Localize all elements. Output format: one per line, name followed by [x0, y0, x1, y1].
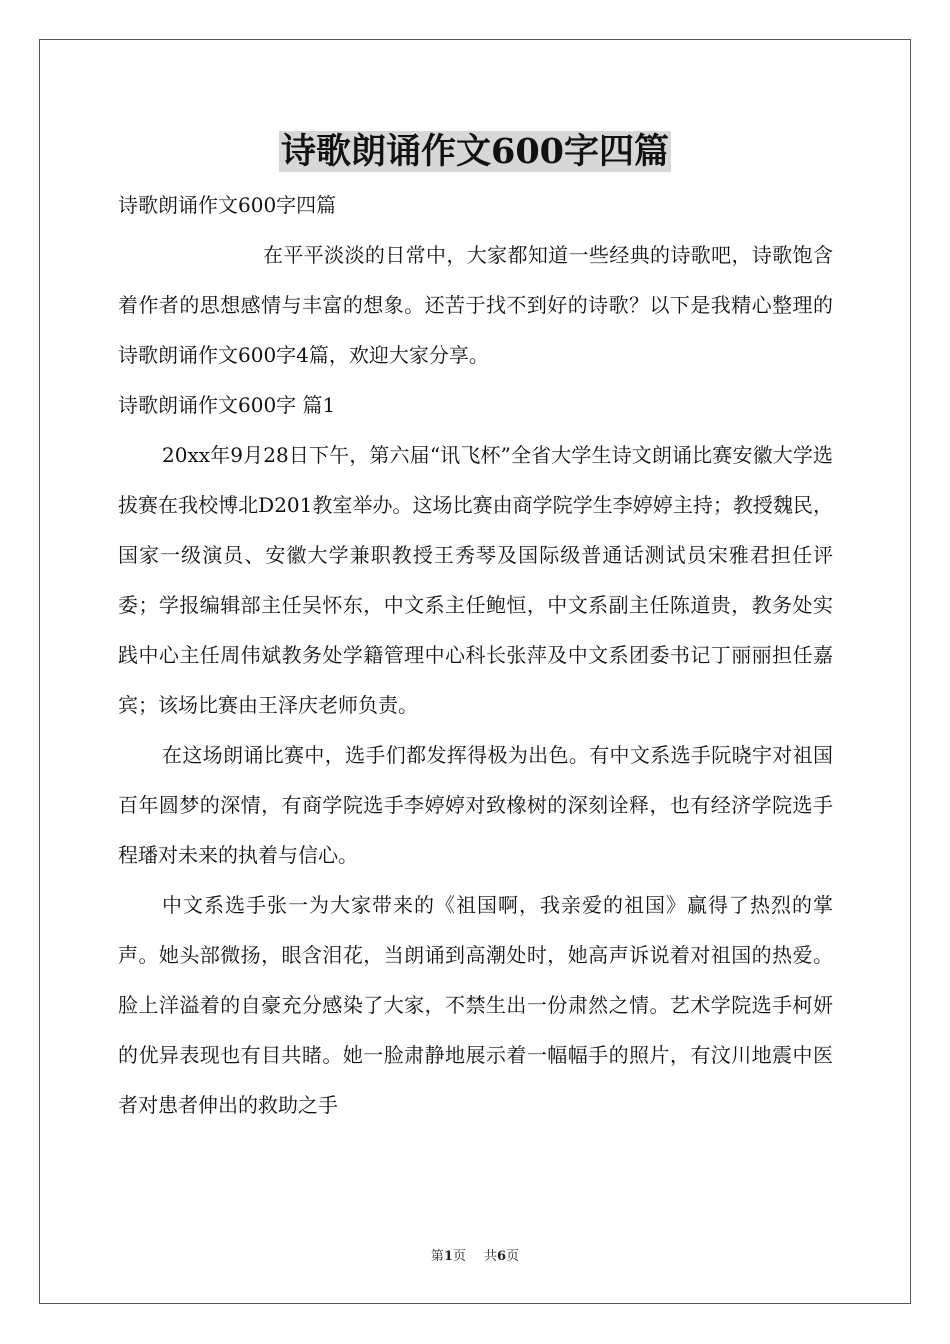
- document-subtitle: 诗歌朗诵作文600字四篇: [118, 193, 337, 217]
- document-title: [0, 128, 950, 176]
- document-title-text: 诗歌朗诵作文600字四篇: [280, 131, 670, 172]
- footer-page-unit: 页: [452, 1249, 466, 1264]
- intro-paragraph: 在平平淡淡的日常中，大家都知道一些经典的诗歌吧，诗歌饱含着作者的思想感情与丰富的想象。还苦于找不到好的诗歌？以下是我精心整理的诗歌朗诵作文600字4篇，欢迎大家分享。: [118, 243, 833, 367]
- footer-page-prefix: 第: [430, 1249, 444, 1264]
- footer-total-pages: 6: [497, 1249, 507, 1264]
- body-paragraph-2: 在这场朗诵比赛中，选手们都发挥得极为出色。有中文系选手阮晓宇对祖国百年圆梦的深情，有商学院选手李婷婷对致橡树的深刻诠释，也有经济学院选手程璠对未来的执着与信心。: [118, 743, 833, 867]
- document-body: [118, 180, 833, 1130]
- footer-total-prefix: 共: [484, 1249, 498, 1264]
- body-paragraph-3: 中文系选手张一为大家带来的《祖国啊，我亲爱的祖国》赢得了热烈的掌声。她头部微扬，眼含泪花，当朗诵到高潮处时，她高声诉说着对祖国的热爱。脸上洋溢着的自豪充分感染了大家，不禁生出一份肃然之情。艺术学院选手柯妍的优异表现也有目共睹。她一脸肃静地展示着一幅幅手的照片，有汶川地震中医者对患者伸出的救助之手: [118, 893, 833, 1117]
- footer-total-unit: 页: [506, 1249, 520, 1264]
- page-footer: [0, 1247, 950, 1267]
- body-paragraph-1: 20xx年9月28日下午，第六届“讯飞杯”全省大学生诗文朗诵比赛安徽大学选拔赛在我校博北D201教室举办。这场比赛由商学院学生李婷婷主持；教授魏民，国家一级演员、安徽大学兼职教授王秀琴及国际级普通话测试员宋雅君担任评委；学报编辑部主任吴怀东，中文系主任鲍恒，中文系副主任陈道贵，教务处实践中心主任周伟斌教务处学籍管理中心科长张萍及中文系团委书记丁丽丽担任嘉宾；该场比赛由王泽庆老师负责。: [118, 443, 833, 717]
- footer-page-number: 1: [443, 1249, 453, 1264]
- section-heading: 诗歌朗诵作文600字 篇1: [118, 393, 336, 417]
